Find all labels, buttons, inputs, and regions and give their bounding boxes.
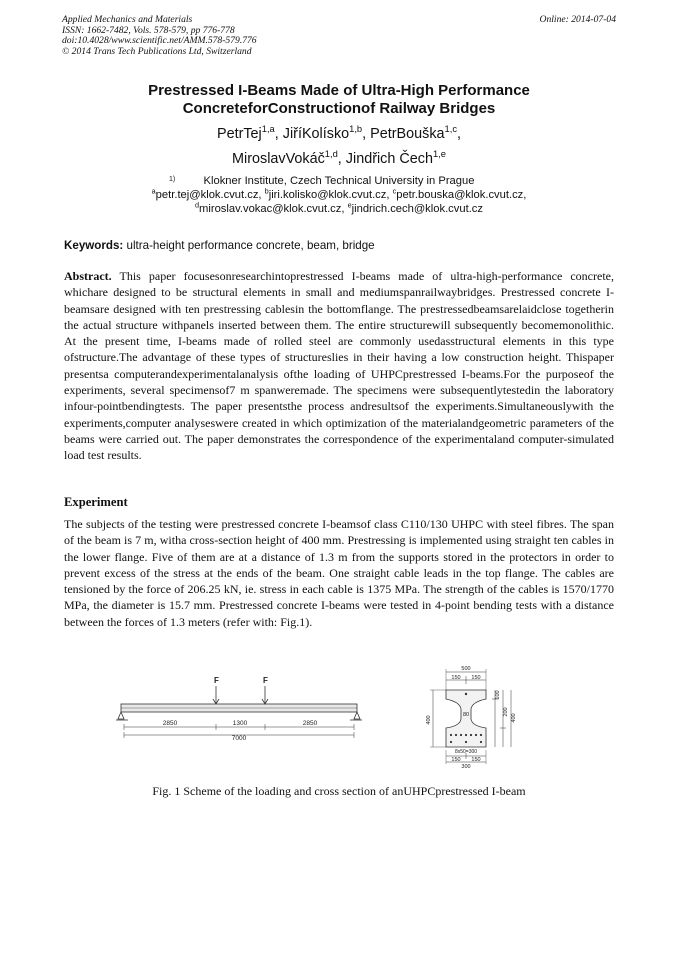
author-superscript: 1,e — [432, 149, 446, 160]
email-superscript: e — [347, 199, 352, 209]
cs-label-bottom-total: 300 — [461, 764, 471, 770]
author-name: Jindřich Čech — [345, 151, 433, 167]
abstract-label: Abstract. — [64, 269, 112, 283]
cs-label-r2: 200 — [503, 707, 509, 717]
section-heading-experiment: Experiment — [64, 495, 128, 509]
cs-label-top-width: 500 — [461, 666, 471, 672]
author-superscript: 1,a — [261, 124, 275, 135]
force-label-right: F — [263, 676, 268, 685]
dim-label-total: 7000 — [231, 735, 247, 742]
email-link[interactable]: jindrich.cech@klok.cvut.cz — [351, 202, 483, 215]
cs-label-top-right: 150 — [471, 675, 481, 681]
keywords-label: Keywords: — [64, 239, 124, 252]
author-name: JiříKolísko — [282, 126, 350, 142]
cs-label-bottom-left: 150 — [451, 757, 461, 763]
cs-label-r3: 400 — [511, 713, 517, 723]
dim-label-left: 2850 — [162, 720, 178, 727]
author-name: PetrTej — [216, 126, 262, 142]
copyright-line: © 2014 Trans Tech Publications Ltd, Switzerland — [62, 45, 252, 57]
email-superscript: c — [392, 186, 397, 196]
author-superscript: 1,d — [324, 149, 338, 160]
email-superscript: b — [264, 186, 269, 196]
doi-link[interactable]: doi:10.4028/www.scientific.net/AMM.578-579.776 — [62, 35, 257, 47]
title-line-1: Prestressed I-Beams Made of Ultra-High Performance — [148, 82, 530, 99]
institute-name: Klokner Institute, Czech Technical University in Prague — [203, 175, 475, 187]
beam-elevation — [116, 686, 362, 738]
author-superscript: 1,c — [444, 124, 458, 135]
author-superscript: 1,b — [349, 124, 363, 135]
cs-label-top-left: 150 — [451, 675, 461, 681]
title-line-2: ConcreteforConstructionof Railway Bridges — [182, 100, 496, 117]
support-right — [354, 712, 360, 719]
issn-line: ISSN: 1662-7482, Vols. 578-579, pp 776-778 — [62, 24, 235, 36]
force-label-left: F — [214, 676, 219, 685]
cs-label-height: 400 — [426, 715, 432, 725]
cs-label-bottom-width: 8x50=300 — [454, 749, 478, 755]
cs-label-r1: 100 — [495, 690, 501, 700]
figure-caption: Fig. 1 Scheme of the loading and cross section of anUHPCprestressed I-beam — [152, 784, 526, 798]
support-left — [118, 712, 124, 719]
email-link[interactable]: miroslav.vokac@klok.cvut.cz, — [199, 202, 345, 215]
author-list: PetrTej$^{1,a}$, JiříKolísko$^{1,b}$, PetrBouška$^{1,c}$, MiroslavVokáč$^{1,d}$, Jindřich Čech$^{1,e}$ — [216, 124, 462, 167]
keywords-text: ultra-height performance concrete, beam, bridge — [126, 239, 375, 252]
email-link[interactable]: petr.tej@klok.cvut.cz, — [155, 188, 262, 201]
email-link[interactable]: jiri.kolisko@klok.cvut.cz, — [268, 188, 390, 201]
email-link[interactable]: petr.bouska@klok.cvut.cz, — [396, 188, 527, 201]
cs-label-web: 80 — [462, 712, 470, 718]
i-beam-outline — [446, 690, 486, 747]
cs-label-bottom-right: 150 — [471, 757, 481, 763]
author-name: PetrBouška — [370, 126, 445, 142]
email-superscript: d — [195, 199, 200, 209]
email-superscript: a — [151, 186, 156, 196]
dim-label-mid: 1300 — [232, 720, 248, 727]
journal-name: Applied Mechanics and Materials — [62, 14, 193, 25]
experiment-text: The subjects of the testing were prestressed concrete I-beamsof class C110/130 UHPC with steel fibres. The span of the beam is 7 m, witha cross-section height of 400 mm. Prestressing is implemented using straight ten cables in the lower flange. Five of them are at a distance of 1.3 m from the supports stored in the protectors in order to prevent excess of the stress at the ends of the beam. One straight cable leads in the top flange. The cables are tensioned by the force of 206.25 kN, ie. stress in each cable is 1375 MPa. The strength of the cables is 1570/1770 MPa, the diameter is 15.7 mm. Prestressed concrete I-beams were tested in 4-point bending tests with a distance between the forces of 1.3 meters (refer with: Fig.1). — [64, 517, 614, 629]
abstract-text: This paper focusesonresearchintoprestressed I-beams made of ultra-high-performance concrete, whichare designed to be structural elements in small and mediumspanrailwaybridges. Prestressed concrete I-beamsare designed with ten prestressing cablesin the bottomflange. The prestressedbeamsarelaidclose togetherin the actual structure withpanels inserted between them. The entire structurewill subsequently becomemonolithic. At the present time, I-beams made of rolled steel are commonly usedasstructural elements in this type ofstructure.The advantage of these types of structureslies in their having a low construction height. Thispaper presentsa computerandexperimentalanalysis ofthe loading of UHPCprestressed I-beams.For the purposeof the experiments, several specimensof7 m spanweremade. The specimens were subsequentlytestedin the laboratory infour-pointbendingtests. The paper presentsthe process andresultsof the experiments.Simultaneouslywith the experiments,computer analyseswere created in which optimization of the materialandgeometric parameters of the beams were carried out. The paper demonstrates the correspondence of the experimentaland computer-simulated load test results. — [64, 269, 614, 463]
affiliation-number: 1) — [169, 176, 176, 183]
dim-label-right: 2850 — [302, 720, 318, 727]
author-name: MiroslavVokáč — [232, 151, 325, 167]
online-date: Online: 2014-07-04 — [539, 14, 616, 25]
